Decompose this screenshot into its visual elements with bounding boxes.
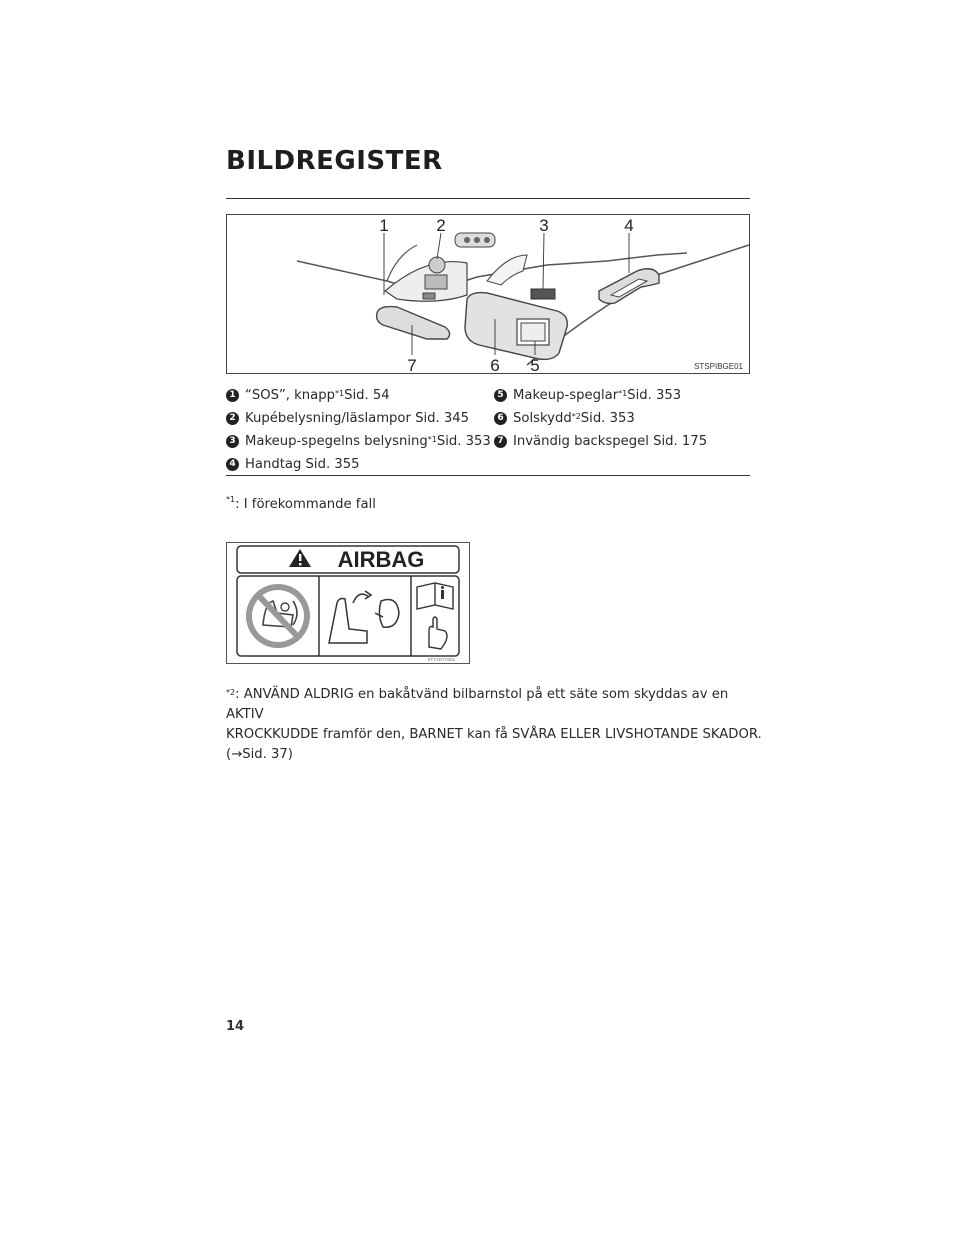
footnote-1: $^{*1}$: I förekommande fall (226, 495, 376, 512)
legend-item: 1 “SOS”, knapp $^{*1}$ Sid. 54 (226, 384, 491, 407)
number-badge: 4 (226, 458, 239, 471)
callout-4: 4 (624, 216, 634, 235)
legend-column-left (226, 384, 491, 476)
footnote-2: $^{*2}$: ANVÄND ALDRIG en bakåtvänd bilbarnstol på ett säte som skyddas av en AKTIV KROCKKUDDE framför den, BARNET kan få SVÅRA ELLER LIVSHOTANDE SKADOR. (→Sid. 37) (226, 687, 762, 762)
legend-item: 3 Makeup-spegelns belysning $^{*1}$ Sid. 353 (226, 430, 491, 453)
airbag-heading: AIRBAG (337, 547, 425, 572)
callout-3: 3 (539, 216, 549, 235)
callout-1: 1 (379, 216, 389, 235)
title-divider (226, 198, 750, 199)
number-badge: 1 (226, 389, 239, 402)
airbag-warning-label (226, 542, 470, 664)
callout-6: 6 (490, 356, 500, 373)
callout-5: 5 (530, 356, 540, 373)
legend-item: 6 Solskydd $^{*2}$ Sid. 353 (494, 407, 707, 430)
number-badge: 6 (494, 412, 507, 425)
page-title: BILDREGISTER (226, 146, 443, 176)
overhead-figure (226, 214, 750, 374)
legend-item: 4 Handtag Sid. 355 (226, 453, 491, 476)
figure-code: STSPIBGE01 (694, 362, 743, 371)
number-badge: 7 (494, 435, 507, 448)
airbag-label-art (227, 543, 469, 663)
legend-item: 5 Makeup-speglar $^{*1}$ Sid. 353 (494, 384, 707, 407)
number-badge: 5 (494, 389, 507, 402)
legend-item: 7 Invändig backspegel Sid. 175 (494, 430, 707, 453)
overhead-illustration (227, 215, 749, 373)
airbag-label-code: STY1D7Y001 (427, 657, 455, 662)
legend-divider (226, 475, 750, 476)
legend-column-right (494, 384, 707, 453)
number-badge: 3 (226, 435, 239, 448)
callout-7: 7 (407, 356, 417, 373)
no-rear-facing-child-seat-icon (246, 584, 310, 648)
number-badge: 2 (226, 412, 239, 425)
page-number: 14 (226, 1019, 245, 1034)
callout-2: 2 (436, 216, 446, 235)
legend-item: 2 Kupébelysning/läslampor Sid. 345 (226, 407, 491, 430)
